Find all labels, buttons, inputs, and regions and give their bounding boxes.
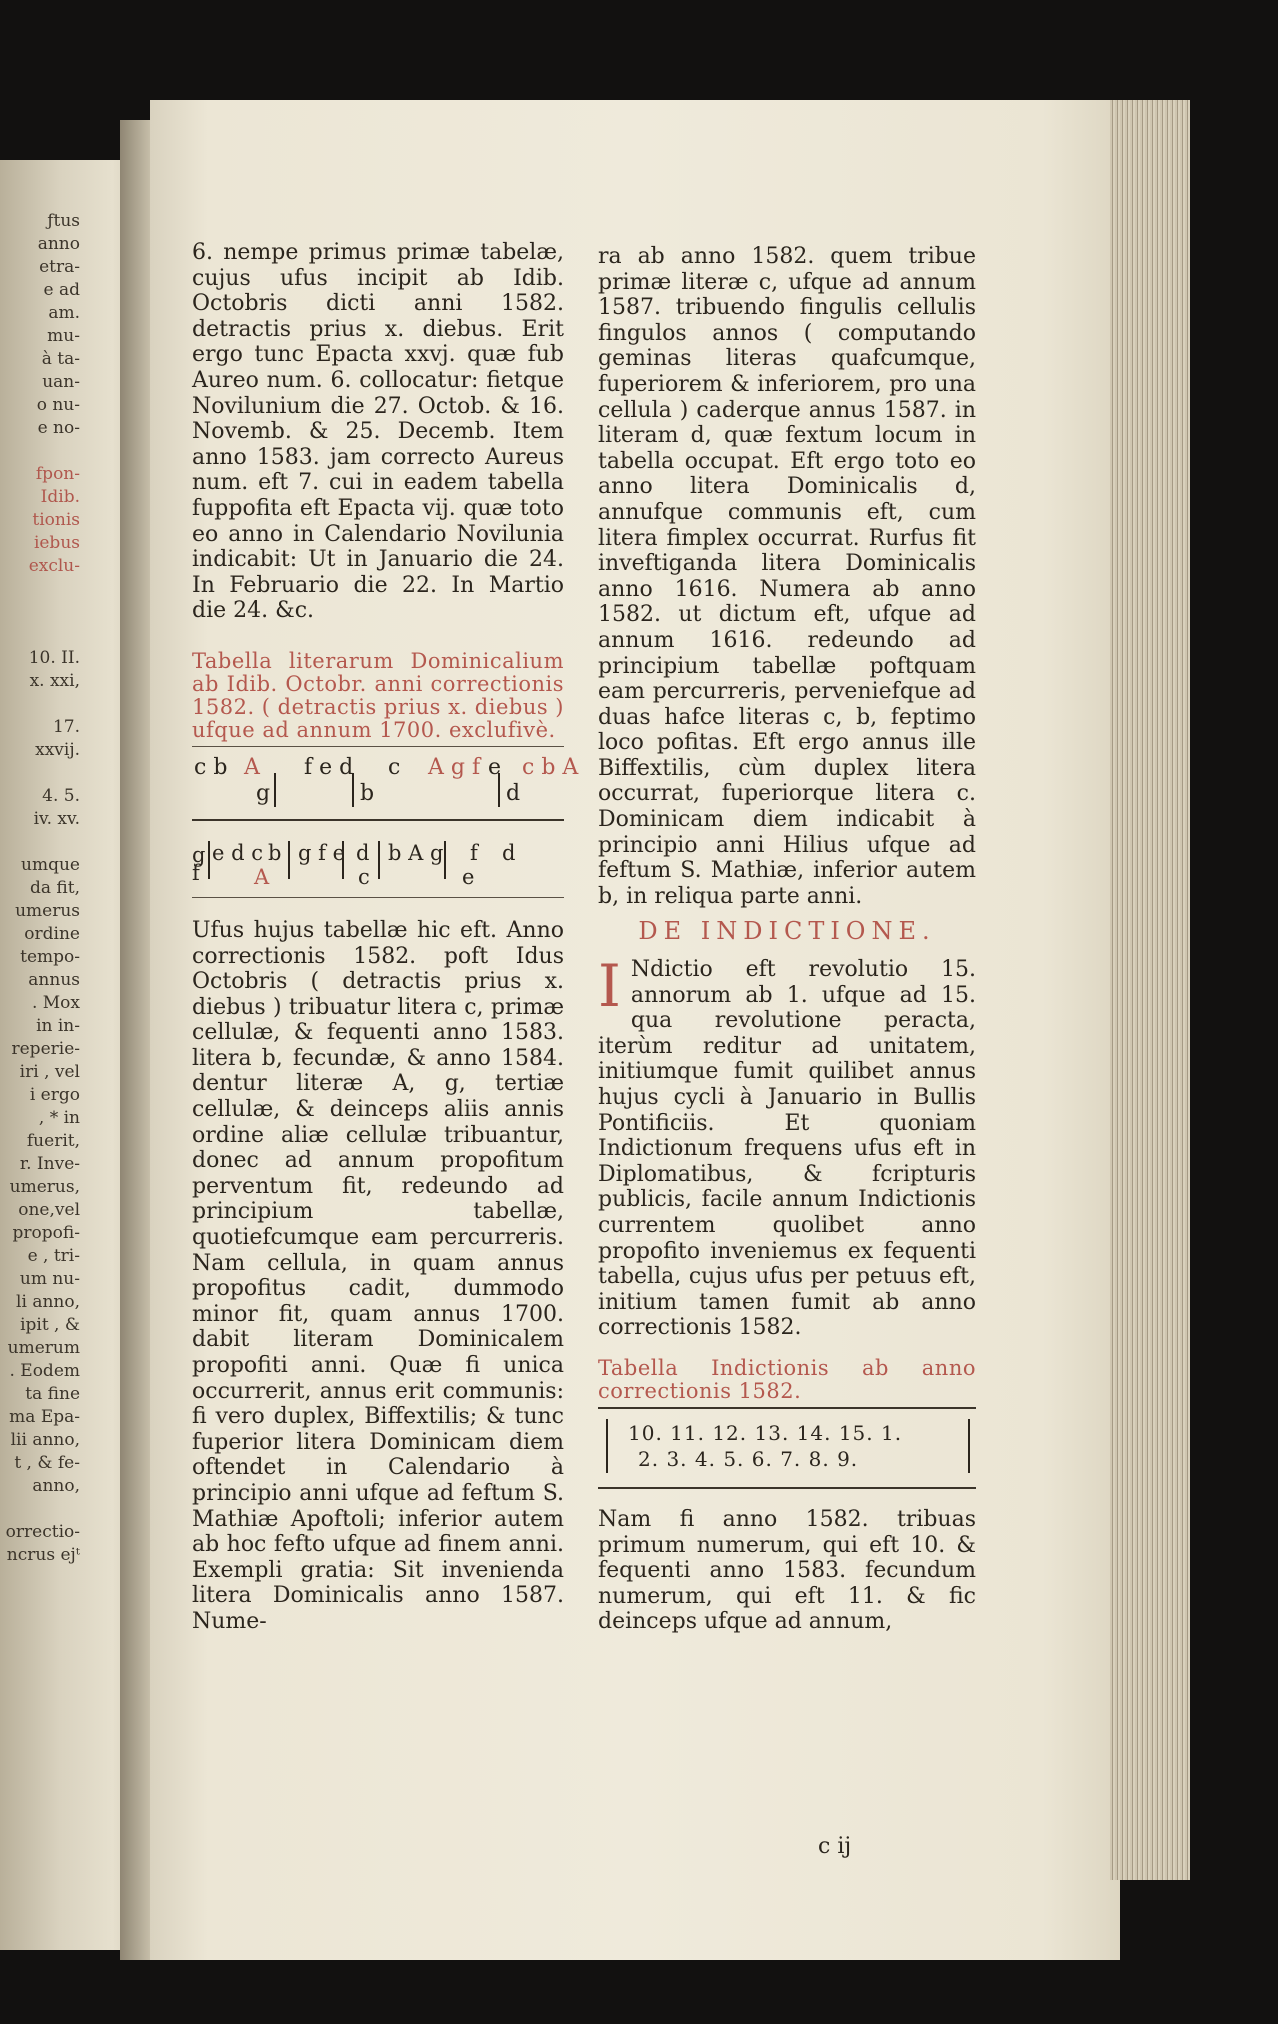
left-fragment-line: anno bbox=[37, 234, 80, 254]
left-fragment-line: tempo- bbox=[20, 947, 80, 967]
col2-paragraph-3: Nam fi anno 1582. tribuas primum numerum, qui eft 10. & fequenti anno 1583. fecundum numerum, qui eft 11. & fic deinceps ufque ad annum, bbox=[598, 1506, 976, 1635]
left-fragment-line: annus bbox=[28, 970, 80, 990]
left-fragment-line: propofi- bbox=[12, 1223, 80, 1243]
left-fragment-line: am. bbox=[48, 303, 80, 323]
left-fragment-line: umque bbox=[21, 855, 80, 875]
indiction-row-1: 10. 11. 12. 13. 14. 15. 1. bbox=[628, 1420, 903, 1445]
left-fragment-line: i ergo bbox=[29, 1085, 80, 1105]
dominical-cell: g bbox=[256, 780, 271, 806]
left-fragment-line: 10. II. bbox=[28, 648, 80, 668]
indiction-table-caption: Tabella Indictionis ab anno correctionis 1582. bbox=[598, 1355, 976, 1403]
dominical-letters-row-1 bbox=[192, 751, 579, 815]
left-fragment-line: li anno, bbox=[16, 1292, 80, 1312]
left-fragment-line: lii anno, bbox=[10, 1430, 80, 1450]
col1-paragraph-1: 6. nempe primus primæ tabelæ, cujus ufus incipit ab Idib. Octobris dicti anni 1582. detractis prius x. diebus. Erit ergo tunc Epacta xxvj. quæ fub Aureo num. 6. collocatur: fietque Novilunium die 27. Octob. & 16. Novemb. & 25. Decemb. Item anno 1583. jam correcto Aureus num. eft 7. cui in eadem tabella fuppofita eft Epacta vij. quæ toto eo anno in Calendario Novilunia indicabit: Ut in Januario die 24. In Februario die 22. In Martio die 24. &c. bbox=[192, 240, 564, 624]
left-fragment-line: iebus bbox=[33, 533, 80, 553]
dominical-cell: c bbox=[388, 754, 401, 780]
left-fragment-line: exclu- bbox=[28, 556, 80, 576]
left-fragment-line: r. Inve- bbox=[19, 1154, 80, 1174]
section-heading-indictione: DE INDICTIONE. bbox=[638, 917, 936, 946]
dominical-cell: e bbox=[488, 754, 502, 780]
left-fragment-line: orrectio- bbox=[5, 1522, 80, 1542]
left-fragment-line: . Eodem bbox=[9, 1361, 80, 1381]
dominical-cell: c bbox=[358, 864, 370, 889]
cell-bracket bbox=[208, 841, 210, 879]
left-fragment-line: reperie- bbox=[11, 1039, 80, 1059]
indiction-rule-bottom bbox=[598, 1487, 976, 1489]
left-fragment-line bbox=[0, 762, 80, 785]
left-fragment-line: . Mox bbox=[31, 993, 80, 1013]
dominical-cell: g f e bbox=[298, 840, 345, 865]
left-fragment-line: ta fine bbox=[25, 1384, 80, 1404]
left-fragment-line: e no- bbox=[37, 418, 80, 438]
dominical-cell: f bbox=[192, 860, 200, 885]
indiction-number-table bbox=[598, 1413, 976, 1483]
left-fragment-line: uan- bbox=[42, 372, 80, 392]
dominical-cell: A g f bbox=[428, 754, 481, 780]
cell-bracket bbox=[444, 841, 446, 879]
left-fragment-line: , * in bbox=[38, 1108, 80, 1128]
dominical-cell: b bbox=[360, 780, 375, 806]
cell-bracket bbox=[342, 841, 344, 879]
dominical-cell: d bbox=[502, 840, 516, 865]
col2-paragraph-2 bbox=[598, 952, 976, 1341]
table-bracket-right bbox=[968, 1419, 970, 1473]
dominical-cell: c b A bbox=[522, 754, 579, 780]
cell-bracket bbox=[274, 773, 276, 807]
left-fragment-line: o nu- bbox=[36, 395, 80, 415]
indiction-row-2: 2. 3. 4. 5. 6. 7. 8. 9. bbox=[638, 1446, 859, 1471]
left-fragment-line: ƒtus bbox=[47, 211, 80, 231]
left-fragment-line: ipit , & bbox=[20, 1315, 80, 1335]
table-bracket-left bbox=[606, 1419, 608, 1473]
left-fragment-line: fpon- bbox=[35, 464, 80, 484]
left-fragment-line bbox=[0, 624, 80, 647]
indictio-text: Ndictio eft revolutio 15. annorum ab 1. ufque ad 15. qua revolutione peracta, iterùm reditur ad unitatem, initiumque fumit quilibet annus hujus cycli à Januario in Bullis Pontificiis. Et quoniam Indictionum frequens ufus eft in Diplomatibus, & fcripturis publicis, facile annum Indictionis currentem quolibet anno propofito inveniemus ex fequenti tabella, cujus ufus per petuus eft, initium tamen fumit ab anno correctionis 1582. bbox=[598, 957, 976, 1341]
left-fragment-line: iri , vel bbox=[19, 1062, 80, 1082]
column-right bbox=[598, 244, 976, 1635]
left-fragment-line: mu- bbox=[47, 326, 80, 346]
left-fragment-line: da fit, bbox=[30, 878, 80, 898]
cell-bracket bbox=[288, 841, 290, 879]
left-fragment-line bbox=[0, 578, 80, 601]
left-fragment-line: e , tri- bbox=[27, 1246, 80, 1266]
left-fragment-line: ma Epa- bbox=[9, 1407, 80, 1427]
cell-bracket bbox=[352, 773, 354, 807]
left-fragment-line: x. xxi, bbox=[29, 671, 80, 691]
left-fragment-line: 17. bbox=[52, 717, 80, 737]
dominical-cell: A bbox=[244, 754, 260, 780]
left-fragment-line: 4. 5. bbox=[42, 786, 80, 806]
left-fragment-line bbox=[0, 440, 80, 463]
dominical-table-caption: Tabella literarum Dominicalium ab Idib. Octobr. anni correctionis 1582. ( detractis prius x. diebus ) ufque ad annum 1700. exclufivè. bbox=[192, 648, 564, 742]
left-fragment-line: one,vel bbox=[18, 1200, 80, 1220]
left-fragment-line bbox=[0, 601, 80, 624]
dominical-cell: d bbox=[506, 780, 521, 806]
left-fragment-line bbox=[0, 1498, 80, 1521]
left-page-text-fragments bbox=[0, 210, 80, 1567]
dominical-cell: e bbox=[462, 864, 475, 889]
left-fragment-line bbox=[0, 693, 80, 716]
left-fragment-line: Idib. bbox=[40, 487, 80, 507]
cell-bracket bbox=[378, 841, 380, 879]
col1-paragraph-2: Ufus hujus tabellæ hic eft. Anno correctionis 1582. poft Idus Octobris ( detractis prius x. diebus ) tribuatur litera c, primæ cellulæ, & fequenti anno 1583. litera b, fecundæ, & anno 1584. dentur literæ A, g, tertiæ cellulæ, & deinceps aliis annis ordine aliæ cellulæ tribuantur, donec ad annum propofitum perventum fit, redeundo ad principium tabellæ, quotiefcumque eam percurreris. Nam cellula, in quam annus propofitus cadit, dummodo minor fit, quam annus 1700. dabit literam Dominicalem propofiti anni. Quæ fi unica occurrerit, annus erit communis: fi vero duplex, Biffextilis; & tunc fuperior litera Dominicam diem oftendet in Calendario à principio anni ufque ad feftum S. Mathiæ Apoftoli; inferior autem ab hoc fefto ufque ad finem anni. Exempli gratia: Sit invenienda litera Dominicalis anno 1587. Nume- bbox=[192, 917, 564, 1634]
cell-bracket bbox=[498, 773, 500, 807]
left-fragment-line: ordine bbox=[24, 924, 80, 944]
left-fragment-line: t , & fe- bbox=[14, 1453, 80, 1473]
dominical-cell: A bbox=[254, 864, 270, 889]
table-rule-bottom bbox=[192, 897, 564, 898]
dominical-cell: f e d bbox=[304, 754, 354, 780]
left-fragment-line: um nu- bbox=[19, 1269, 80, 1289]
left-fragment-line: etra- bbox=[39, 257, 80, 277]
left-fragment-line: fuerit, bbox=[26, 1131, 80, 1151]
left-fragment-line: iv. xv. bbox=[33, 809, 80, 829]
dominical-cell: b A g bbox=[388, 840, 444, 865]
left-fragment-line: à ta- bbox=[41, 349, 80, 369]
left-fragment-line: umerus, bbox=[9, 1177, 80, 1197]
drop-cap-initial: I bbox=[598, 952, 621, 1021]
indiction-rule-top bbox=[598, 1407, 976, 1409]
dominical-letters-row-2 bbox=[192, 825, 564, 893]
left-fragment-line: umerum bbox=[7, 1338, 80, 1358]
dominical-cell: c b bbox=[194, 754, 228, 780]
signature-mark: c ij bbox=[818, 1834, 852, 1859]
left-fragment-line: ncrus ejᵗ bbox=[6, 1545, 80, 1565]
dominical-cell: e d c bbox=[212, 840, 263, 865]
left-fragment-line: e ad bbox=[43, 280, 80, 300]
dominical-cell: f bbox=[470, 840, 478, 865]
left-fragment-line: in in- bbox=[36, 1016, 80, 1036]
table-rule-top bbox=[192, 746, 564, 747]
page-fore-edge bbox=[1110, 100, 1190, 1880]
dominical-cell: g bbox=[192, 842, 206, 867]
left-fragment-line: anno, bbox=[32, 1476, 80, 1496]
column-left bbox=[192, 240, 579, 1635]
left-fragment-line bbox=[0, 831, 80, 854]
dominical-cell: b bbox=[268, 840, 282, 865]
left-fragment-line: xxvij. bbox=[35, 740, 80, 760]
table-rule-middle bbox=[192, 819, 564, 821]
dominical-cell: d bbox=[356, 840, 370, 865]
left-fragment-line: umerus bbox=[15, 901, 80, 921]
left-fragment-line: tionis bbox=[32, 510, 80, 530]
col2-paragraph-1: ra ab anno 1582. quem tribue primæ literæ c, ufque ad annum 1587. tribuendo fingulis cellulis fingulos annos ( computando geminas literas quafcumque, fuperiorem & inferiorem, pro una cellula ) caderque annus 1587. in literam d, quæ fextum locum in tabella occupat. Eft ergo toto eo anno litera Dominicalis d, annufque communis eft, cum litera fimplex occurrat. Rurfus fit inveftiganda litera Dominicalis anno 1616. Numera ab anno 1582. ut dictum eft, ufque ad annum 1616. redeundo ad principium tabellæ poftquam eam percurreris, perveniefque ad duas hafce literas c, b, feptimo loco pofitas. Eft ergo annus ille Biffextilis, cùm duplex litera occurrat, fuperiorque litera c. Dominicam diem indicabit à principio anni Hilius ufque ad feftum S. Mathiæ, inferior autem b, in reliqua parte anni. bbox=[598, 244, 976, 909]
